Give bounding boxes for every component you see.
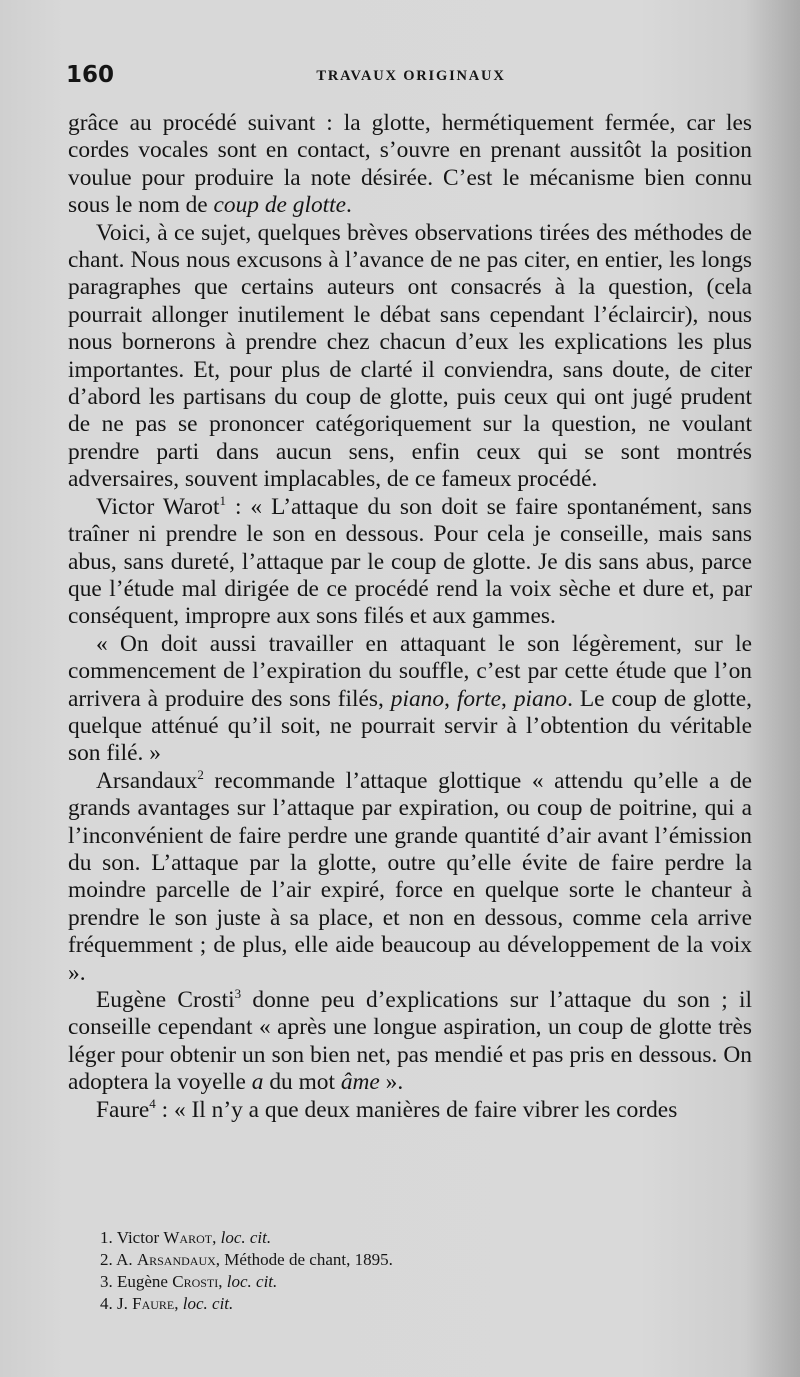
paragraph-5: Arsandaux$^2$ recommande l’attaque glottique « attendu qu’elle a de grands avantages sur l’attaque par expiration, ou coup de poitrine, qui a l’inconvénient de faire perdre une grande quantité d’air avant l’émission du son. L’attaque par la glotte, outre qu’elle évite de faire perdre la moindre parcelle de l’air expiré, force en quelque sorte le chanteur à prendre le son juste à sa place, et non en dessous, comme cela arrive fréquemment ; de plus, elle aide beaucoup au développement de la voix ». (68, 766, 752, 986)
paragraph-2: Voici, à ce sujet, quelques brèves observations tirées des méthodes de chant. Nous nous excusons à l’avance de ne pas citer, en entier, les longs paragraphes que certains auteurs ont consacrés à la question, (cela pourrait allonger inutilement le débat sans cependant l’éclaircir), nous nous bornerons à prendre chez chacun d’eux les explications les plus importantes. Et, pour plus de clarté il conviendra, sans doute, de citer d’abord les partisans du coup de glotte, puis ceux qui ont jugé prudent de ne pas se prononcer catégoriquement sur la question, ne voulant prendre parti dans aucun sens, enfin ceux qui se sont montrés adversaires, souvent implacables, de ce fameux procédé. (68, 219, 752, 493)
paragraph-7: Faure$^4$ : « Il n’y a que deux manières de faire vibrer les cordes (96, 1095, 678, 1123)
paragraph-4: « On doit aussi travailler en attaquant le son légèrement, sur le commencement de l’expiration du souffle, c’est par cette étude que l’on arrivera à produire des sons filés, piano, forte, piano. Le coup de glotte, quelque atténué qu’il soit, ne pourrait servir à l’obtention du véritable son filé. » (68, 630, 752, 767)
paragraph-6: Eugène Crosti$^3$ donne peu d’explications sur l’attaque du son ; il conseille cependant « après une longue aspiration, un coup de glotte très léger pour obtenir un son bien net, pas mendié et pas pris en dessous. On adoptera la voyelle a du mot âme ». (68, 986, 752, 1096)
footnote-3: 3. Eugène Crosti, loc. cit. (100, 1272, 278, 1291)
author-name: Arsandaux (96, 767, 198, 794)
paragraph-3: Victor Warot$^1$ : « L’attaque du son doit se faire spontanément, sans traîner ni prendre le son en dessous. Pour cela je conseille, mais sans abus, sans dureté, l’attaque par le coup de glotte. Je dis sans abus, parce que l’étude mal dirigée de ce procédé rend la voix sèche et dure et, par conséquent, impropre aux sons filés et aux gammes. (68, 492, 752, 630)
footnote-4: 4. J. Faure, loc. cit. (100, 1294, 234, 1313)
author-name: Victor Warot (96, 493, 220, 520)
author-name: Eugène Crosti (96, 987, 235, 1013)
footnote-marker: 3 (234, 986, 242, 1002)
body-text (68, 110, 752, 1124)
running-head: TRAVAUX ORIGINAUX (316, 68, 506, 84)
footnote-marker: 4 (149, 1095, 156, 1111)
footnote-marker: 1 (219, 492, 226, 508)
page-header (66, 62, 756, 98)
footnotes (100, 1227, 720, 1315)
footnote-2: 2. A. Arsandaux, Méthode de chant, 1895. (100, 1250, 393, 1269)
footnote-1: 1. Victor Warot, loc. cit. (100, 1228, 272, 1247)
emphasis-coup-de-glotte: coup de glotte (213, 192, 347, 219)
page-number: 160 (66, 62, 115, 88)
paragraph-1: grâce au procédé suivant : la glotte, hermétiquement fermée, car les cordes vocales sont en contact, s’ouvre en prenant aussitôt la position voulue pour produire la note désirée. C’est le mécanisme bien connu sous le nom de coup de glotte. (68, 110, 752, 219)
footnote-marker: 2 (197, 766, 204, 782)
author-name: Faure (96, 1096, 150, 1123)
